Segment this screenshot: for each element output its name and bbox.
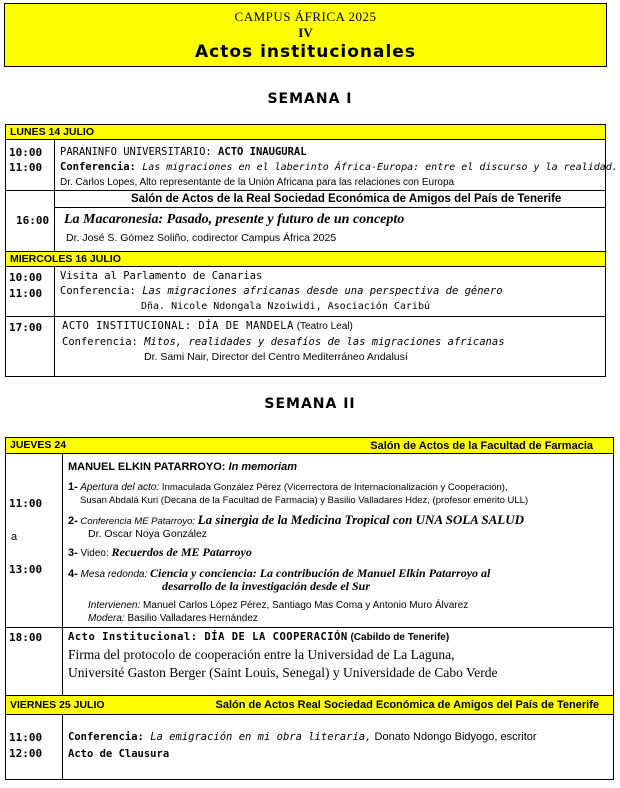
speaker: Dr. Sami Nair, Director del Centro Mediterráneo Andalusí [144,351,408,363]
event-title: La Macaronesia: Pasado, presente y futuro de un concepto [64,212,405,227]
item-4-continued: desarrollo de la investigación desde el Sur [162,579,370,593]
event-title: ACTO INSTITUCIONAL: DÍA DE MANDELA [62,320,294,332]
row-divider [5,316,606,317]
event-place: Salón de Actos de la Real Sociedad Económica de Amigos del País de Tenerife [131,193,562,205]
conference-title: Las migraciones africanas desde una perspectiva de género [142,285,503,297]
conference-label: Conferencia: [68,731,151,743]
item-label: Mesa redonda: [77,569,151,580]
conference-title: Mitos, realidades y desafíos de las migraciones africanas [144,336,505,348]
conference-line [68,731,537,744]
event-place: PARANINFO UNIVERSITARIO: [60,146,219,158]
header-title: CAMPUS ÁFRICA 2025 [234,9,377,24]
time-separator: a [11,531,18,543]
intervienen-names: Manuel Carlos López Pérez, Santiago Mas Coma y Antonio Muro Álvarez [143,600,469,611]
intervienen-label: Intervienen: [88,600,144,611]
event-title-line [60,146,307,159]
event-description: Université Gaston Berger (Saint Louis, Senegal) y Universidade de Cabo Verde [68,665,498,680]
conference-title: La emigración en mi obra literaria, [150,731,372,743]
item-title: Recuerdos de ME Patarroyo [111,545,252,559]
item-1 [68,481,508,494]
conference-label: Conferencia: [60,285,143,297]
event-description: Firma del protocolo de cooperación entre la Universidad de La Laguna, [68,647,455,662]
conference-line [60,161,618,174]
event-title: Acto Institucional: DÍA DE LA COOPERACIÓN [68,631,348,643]
modera-label: Modera: [88,613,128,624]
closing-act: Acto de Clausura [68,748,170,760]
day-label: JUEVES 24 [10,439,67,451]
day-bar-viernes [5,695,614,715]
event-title-line [68,631,449,644]
item-2 [68,513,524,528]
speaker: Donato Ndongo Bidyogo, escritor [371,731,537,743]
event-title: ACTO INAUGURAL [218,146,307,158]
conference-line [60,285,503,298]
time-column-divider [54,267,55,377]
memoriam-label: In memoriam [228,461,297,473]
item-number: 1- [68,481,78,493]
item-label: Video: [77,548,112,559]
time: 10:00 [9,146,43,159]
speaker: Dña. Nicole Ndongala Nzoiwidi, Asociación Caribú [141,301,430,312]
time: 10:00 [9,271,43,284]
item-1-continued: Susan Abdalá Kuri (Decana de la Facultad de Farmacia) y Basilio Valladares Hdez, (profesor emérito ULL) [80,495,529,506]
item-number: 3- [68,547,78,559]
time: 11:00 [9,497,43,510]
header-number: IV [298,25,313,40]
time: 16:00 [16,214,50,227]
day-label: VIERNES 25 JULIO [10,699,105,711]
time: 11:00 [9,287,43,300]
week-2-heading: SEMANA II [264,396,356,412]
intervienen-line [88,599,468,612]
memoriam-line [68,461,297,474]
item-number: 2- [68,515,78,527]
time: 11:00 [9,731,43,744]
row-divider [5,190,606,191]
memoriam-name: MANUEL ELKIN PATARROYO: [68,461,229,473]
day-label: LUNES 14 JULIO [10,126,95,138]
modera-line [88,612,258,625]
event-place: Salón de Actos Real Sociedad Económica de Amigos del País de Tenerife [215,699,599,711]
conference-label: Conferencia: [62,336,145,348]
event-line: Visita al Parlamento de Canarias [60,270,263,282]
week-1-heading: SEMANA I [267,91,353,107]
time: 17:00 [9,321,43,334]
header-subtitle: Actos institucionales [195,42,416,62]
time: 18:00 [9,631,43,644]
day-bar-lunes [5,124,606,140]
conference-line [62,336,505,349]
event-place: Salón de Actos de la Facultad de Farmacia [370,440,593,452]
event-title-line [62,320,353,333]
item-number: 4- [68,568,78,580]
event-venue: (Teatro Leal) [293,321,353,332]
day-bar-miercoles [5,251,606,267]
speaker: Dr. Oscar Noya González [88,528,208,540]
time-column-divider [62,715,63,780]
time: 11:00 [9,161,43,174]
time-column-divider [62,454,63,695]
header-box [4,3,607,67]
time-column-divider [54,140,55,251]
modera-name: Basilio Valladares Hernández [127,613,258,624]
speaker: Dr. Carlos Lopes, Alto representante de la Unión Africana para las relaciones con Europa [60,177,455,188]
time: 12:00 [9,747,43,760]
event-venue: (Cabildo de Tenerife) [347,632,450,643]
row-divider [5,627,614,628]
speaker: Dr. José S. Gómez Soliño, codirector Campus África 2025 [66,232,337,244]
day-label: MIERCOLES 16 JULIO [10,253,121,265]
time: 13:00 [9,563,43,576]
item-title: La sinergia de la Medicina Tropical con UNA SOLA SALUD [197,512,524,527]
conference-title: Las migraciones en el laberinto África-Europa: entre el discurso y la realidad. [142,162,618,173]
item-3 [68,546,252,560]
item-title: Ciencia y conciencia: La contribución de Manuel Elkin Patarroyo al [150,566,491,580]
item-text: Inmaculada González Pérez (Vicerrectora de Internacionalización y Cooperación), [161,482,508,493]
conference-label: Conferencia: [60,161,143,173]
item-label: Apertura del acto: [77,482,162,493]
item-label: Conferencia ME Patarroyo: [77,516,198,527]
day-bar-jueves [5,437,614,454]
row-divider [54,207,606,208]
